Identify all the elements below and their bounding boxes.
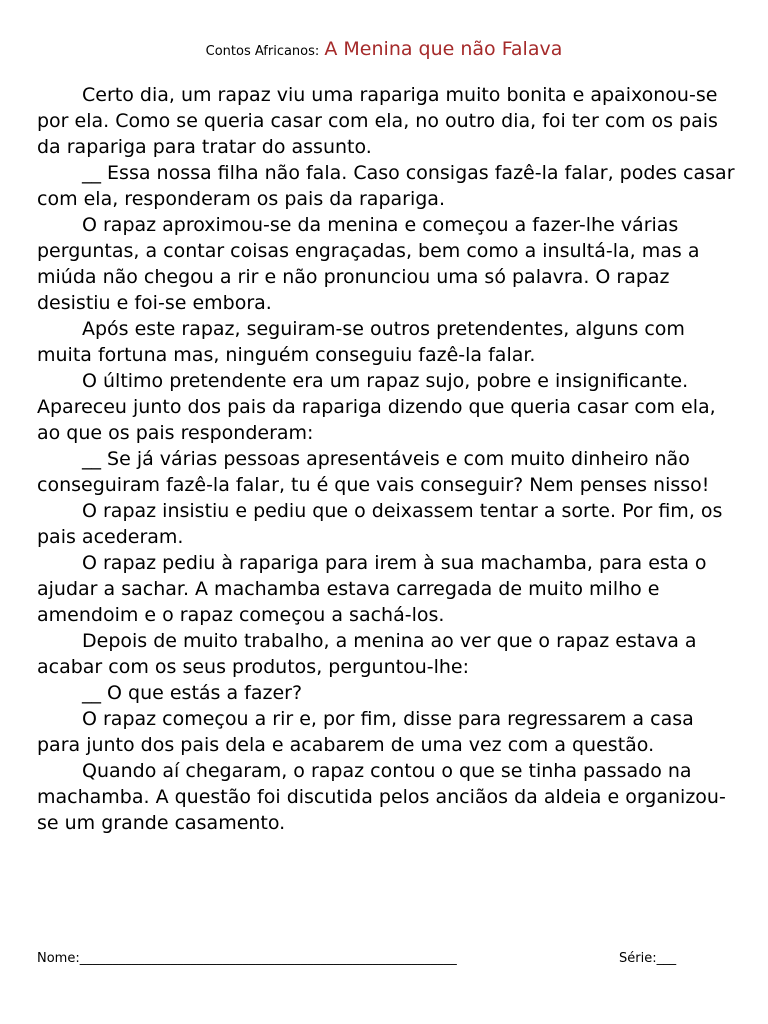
series-label: Contos Africanos: <box>205 44 320 59</box>
story-paragraph: __ Essa nossa filha não fala. Caso consigas fazê-la falar, podes casar com ela, responderam os pais da rapariga. <box>37 162 735 210</box>
story-paragraph: __ O que estás a fazer? <box>82 682 303 704</box>
story-paragraph: O rapaz pediu à rapariga para irem à sua machamba, para esta o ajudar a sachar. A machamba estava carregada de muito milho e amendoim e o rapaz começou a sachá-los. <box>37 552 707 626</box>
student-info-footer <box>37 950 717 968</box>
story-paragraph: Certo dia, um rapaz viu uma rapariga muito bonita e apaixonou-se por ela. Como se queria casar com ela, no outro dia, foi ter com os pais da rapariga para tratar do assunto. <box>37 84 718 158</box>
story-title: A Menina que não Falava <box>324 38 563 60</box>
story-paragraph: O rapaz insistiu e pediu que o deixassem tentar a sorte. Por fim, os pais acederam. <box>37 500 723 548</box>
story-paragraph: Quando aí chegaram, o rapaz contou o que se tinha passado na machamba. A questão foi discutida pelos anciãos da aldeia e organizou-se um grande casamento. <box>37 760 726 834</box>
story-paragraph: __ Se já várias pessoas apresentáveis e com muito dinheiro não conseguiram fazê-la falar, tu é que vais conseguir? Nem penses nisso! <box>37 448 710 496</box>
story-paragraph: O rapaz aproximou-se da menina e começou a fazer-lhe várias perguntas, a contar coisas engraçadas, bem como a insultá-la, mas a miúda não chegou a rir e não pronunciou uma só palavra. O rapaz desistiu e foi-se embora. <box>37 214 700 314</box>
story-paragraph: Após este rapaz, seguiram-se outros pretendentes, alguns com muita fortuna mas, ninguém conseguiu fazê-la falar. <box>37 318 685 366</box>
story-paragraph: O último pretendente era um rapaz sujo, pobre e insignificante. Apareceu junto dos pais da rapariga dizendo que queria casar com ela, ao que os pais responderam: <box>37 370 716 444</box>
story-paragraph: Depois de muito trabalho, a menina ao ver que o rapaz estava a acabar com os seus produtos, perguntou-lhe: <box>37 630 697 678</box>
worksheet-title <box>0 34 768 67</box>
story-body <box>37 82 737 836</box>
serie-field: Série:___ <box>619 951 677 966</box>
story-paragraph: O rapaz começou a rir e, por fim, disse para regressarem a casa para junto dos pais dela e acabarem de uma vez com a questão. <box>37 708 694 756</box>
name-field: Nome:__________________________________________________________ <box>37 951 457 966</box>
